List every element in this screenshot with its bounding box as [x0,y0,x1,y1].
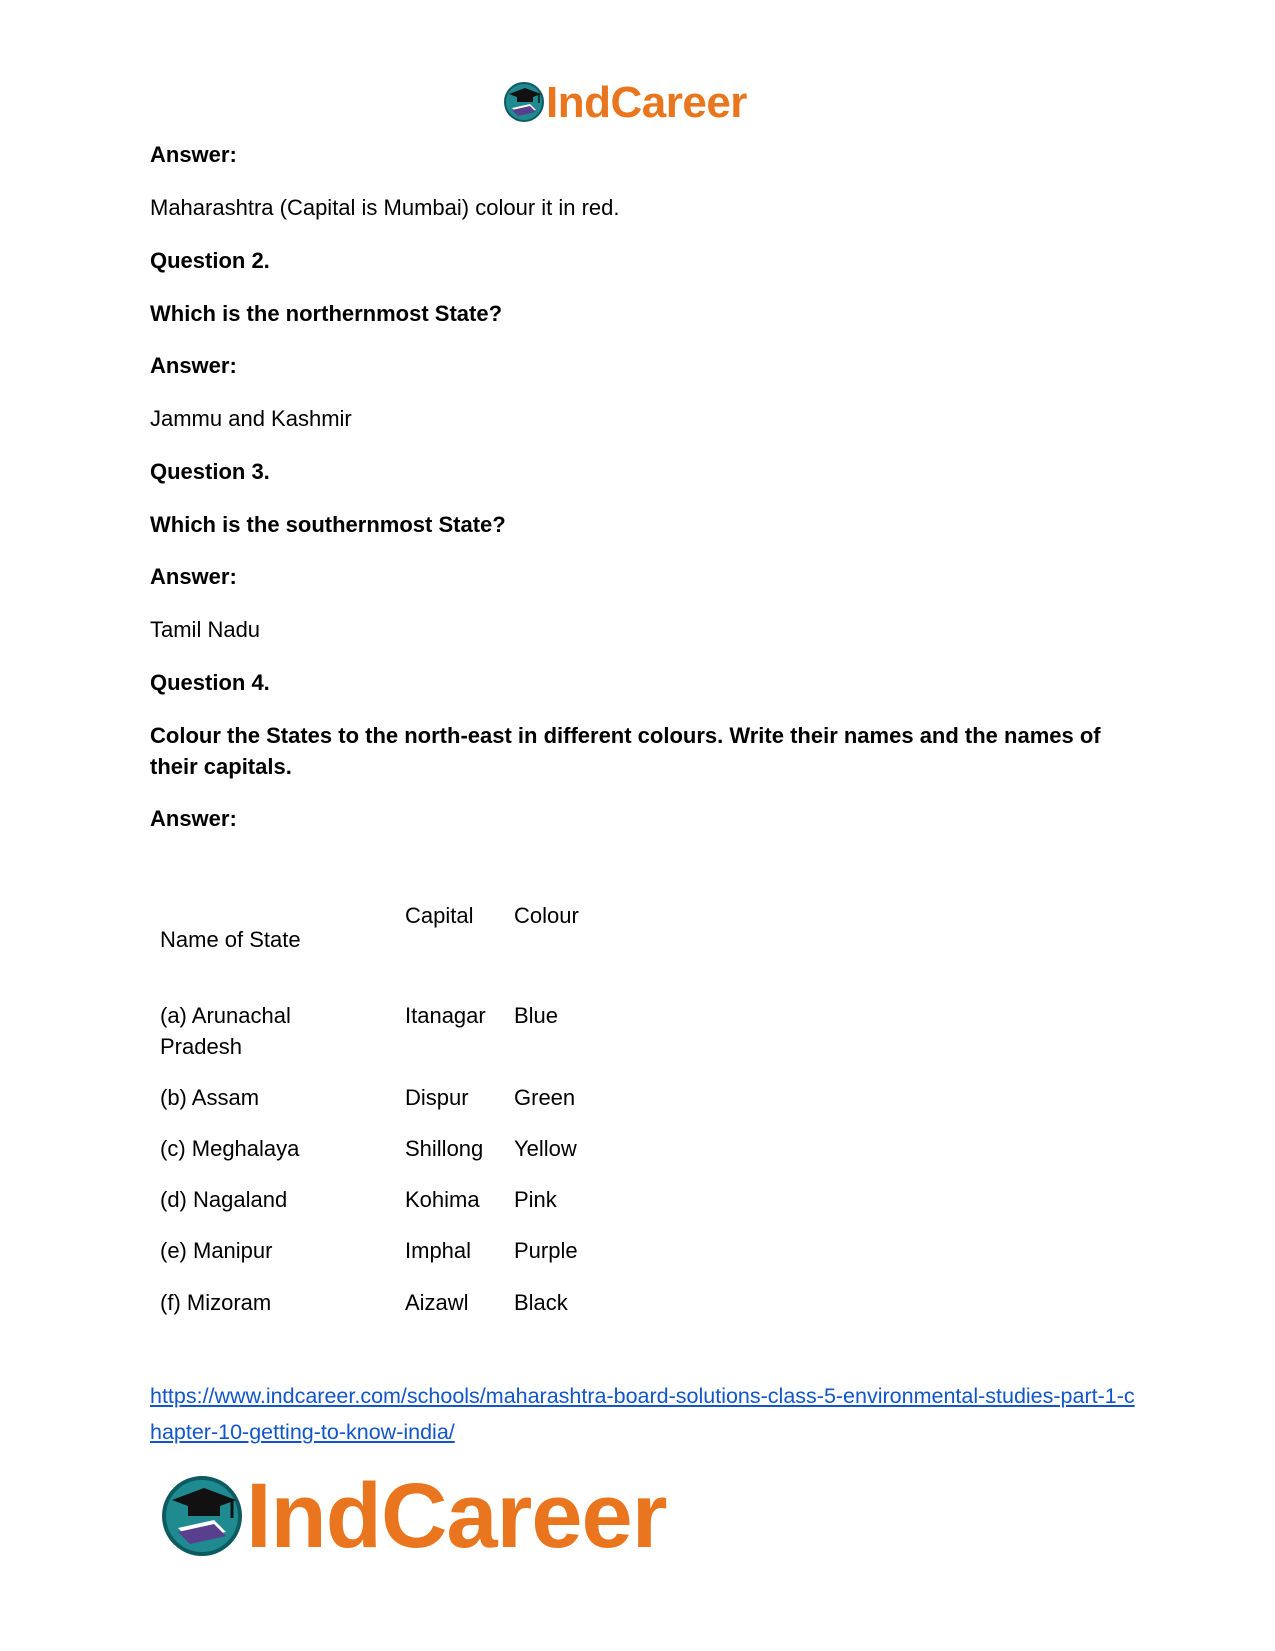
answer-text: Tamil Nadu [150,617,261,642]
table-cell-state: (a) Arunachal Pradesh [160,1003,291,1059]
table-cell-capital: Itanagar [405,1003,486,1028]
footer-logo [160,1464,667,1567]
answer-label: Answer: [150,564,237,589]
table-header-colour: Colour [514,903,579,928]
table-cell-state: (e) Manipur [160,1238,273,1263]
table-cell-capital: Aizawl [405,1290,469,1315]
table-cell-state: (b) Assam [160,1085,260,1110]
table-cell-colour: Pink [514,1187,557,1212]
table-cell-colour: Blue [514,1003,559,1028]
question-label: Question 3. [150,459,270,484]
table-cell-colour: Black [514,1290,568,1315]
source-link[interactable]: https://www.indcareer.com/schools/maharashtra-board-solutions-class-5-environmental-studies-part-1-chapter-10-getting-to-know-india/ [150,1384,1135,1444]
table-cell-state: (c) Meghalaya [160,1136,300,1161]
table-cell-colour: Yellow [514,1136,577,1161]
question-label: Question 2. [150,248,270,273]
brand-name: IndCareer [246,1464,667,1567]
answer-text: Maharashtra (Capital is Mumbai) colour it in red. [150,195,620,220]
states-table [150,894,590,1334]
table-cell-state: (d) Nagaland [160,1187,288,1212]
answer-label: Answer: [150,806,237,831]
table-header-state: Name of State [160,927,301,952]
table-cell-capital: Kohima [405,1187,480,1212]
answer-label: Answer: [150,353,237,378]
table-cell-capital: Imphal [405,1238,472,1263]
table-header-capital: Capital [405,903,474,928]
table-cell-colour: Green [514,1085,576,1110]
graduation-cap-book-icon [160,1472,244,1561]
header-logo [503,78,747,128]
answer-label: Answer: [150,142,237,167]
brand-name: IndCareer [546,78,747,127]
table-cell-capital: Dispur [405,1085,469,1110]
question-label: Question 4. [150,670,270,695]
question-text: Which is the northernmost State? [150,301,503,326]
table-cell-state: (f) Mizoram [160,1290,272,1315]
answer-text: Jammu and Kashmir [150,406,352,431]
question-text: Which is the southernmost State? [150,512,506,537]
table-cell-capital: Shillong [405,1136,484,1161]
question-text: Colour the States to the north-east in different colours. Write their names and the names of their capitals. [150,723,1101,779]
graduation-cap-book-icon [503,80,545,127]
table-cell-colour: Purple [514,1238,578,1263]
